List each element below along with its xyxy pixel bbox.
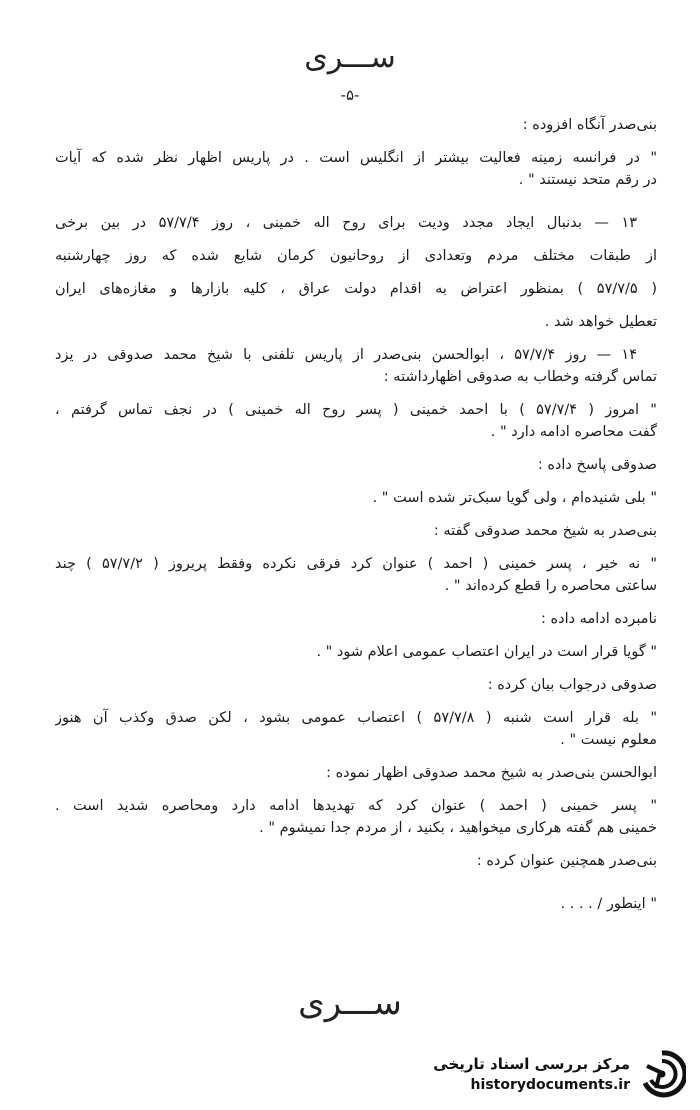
archive-logo-icon: [638, 1050, 686, 1098]
text-line: ۱۳ — بدنبال ایجاد مجدد ودیت برای روح اله خمینی ، روز ۵۷/۷/۴ در بین برخی: [55, 215, 637, 231]
document-body: [55, 114, 657, 915]
text-line: بنی‌صدر به شیخ محمد صدوقی گفته :: [433, 523, 657, 539]
text-line: " در فرانسه زمینه فعالیت بیشتر از انگلیس است . در پاریس اظهار نظر شده که آیات: [55, 150, 657, 166]
classification-header: ســـری: [304, 40, 396, 75]
text-line: خمینی هم گفته هرکاری میخواهید ، بکنید ، از مردم جدا نمیشوم " .: [259, 820, 657, 836]
classification-footer: ســـری: [298, 983, 402, 1023]
text-line: " نه خیر ، پسر خمینی ( احمد ) عنوان کرد فرقی نکرده وفقط پریروز ( ۵۷/۷/۲ ) چند: [55, 556, 657, 572]
text-line: از طبقات مختلف مردم وتعدادی از روحانیون کرمان شایع شده که روز چهارشنبه: [55, 248, 657, 264]
watermark-text: [433, 1053, 630, 1095]
watermark-logo: [433, 1048, 686, 1100]
text-line: ساعتی محاصره را قطع کرده‌اند " .: [444, 578, 657, 594]
text-line: صدوقی درجواب بیان کرده :: [487, 677, 657, 693]
text-line: گفت محاصره ادامه دارد " .: [490, 424, 657, 440]
watermark-url: historydocuments.ir: [470, 1077, 630, 1093]
text-line: نامبرده ادامه داده :: [541, 611, 657, 627]
text-line: " بله قرار است شنبه ( ۵۷/۷/۸ ) اعتصاب عمومی بشود ، لکن صدق وکذب آن هنوز: [55, 710, 657, 726]
page-number: -۵-: [340, 86, 360, 104]
text-line: بنی‌صدر آنگاه افزوده :: [522, 117, 657, 133]
text-line: صدوقی پاسخ داده :: [537, 457, 657, 473]
text-line: " اینطور / . . . .: [560, 896, 657, 912]
watermark-name: مرکز بررسی اسناد تاریخی: [433, 1055, 630, 1073]
text-line: " پسر خمینی ( احمد ) عنوان کرد که تهدیدها ادامه دارد ومحاصره شدید است .: [55, 798, 657, 814]
text-line: ۱۴ — روز ۵۷/۷/۴ ، ابوالحسن بنی‌صدر از پاریس تلفنی با شیخ محمد صدوقی در یزد: [55, 347, 637, 363]
text-line: ( ۵۷/۷/۵ ) بمنظور اعتراض به اقدام دولت عراق ، کلیه بازارها و مغازه‌های ایران: [55, 281, 657, 297]
text-line: " امروز ( ۵۷/۷/۴ ) با احمد خمینی ( پسر روح اله خمینی ) در نجف تماس گرفتم ،: [55, 402, 657, 418]
text-line: " بلی شنیده‌ام ، ولی گویا سبک‌تر شده است " .: [372, 490, 657, 506]
text-line: تعطیل خواهد شد .: [544, 314, 657, 330]
text-line: ابوالحسن بنی‌صدر به شیخ محمد صدوقی اظهار نموده :: [326, 765, 657, 781]
text-line: در رقم متحد نیستند " .: [518, 172, 657, 188]
text-line: " گویا قرار است در ایران اعتصاب عمومی اعلام شود " .: [316, 644, 657, 660]
text-line: معلوم نیست " .: [560, 732, 657, 748]
text-line: تماس گرفته وخطاب به صدوقی اظهارداشته :: [383, 369, 657, 385]
text-line: بنی‌صدر همچنین عنوان کرده :: [476, 853, 657, 869]
